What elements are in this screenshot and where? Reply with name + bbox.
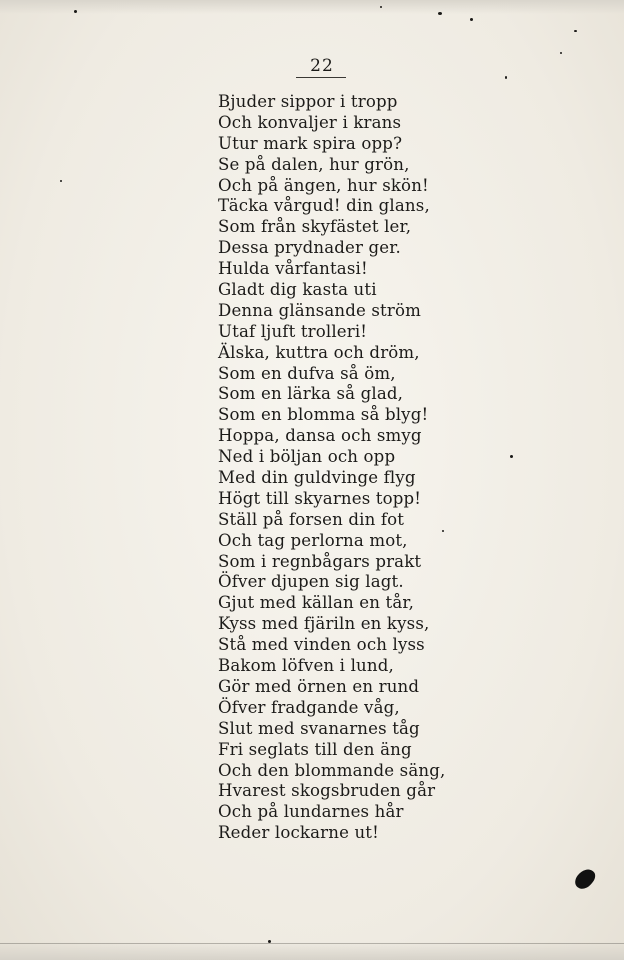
poem-line: Hvarest skogsbruden går — [218, 781, 436, 801]
poem-line: Och på ängen, hur skön! — [218, 175, 429, 195]
poem-line: Och på lundarnes hår — [218, 802, 404, 822]
poem-line: Fri seglats till den äng — [218, 739, 412, 759]
scan-speck — [442, 530, 444, 532]
poem-line: Slut med svanarnes tåg — [218, 718, 420, 738]
scan-speck — [60, 180, 62, 182]
scan-speck — [574, 30, 577, 32]
poem-line: Bakom löfven i lund, — [218, 656, 394, 676]
scan-speck — [74, 10, 77, 13]
poem-line: Reder lockarne ut! — [218, 823, 379, 843]
poem-line: Ställ på forsen din fot — [218, 509, 405, 529]
poem-line: Hulda vårfantasi! — [218, 259, 368, 279]
poem-line: Kyss med fjäriln en kyss, — [218, 614, 430, 634]
scan-speck — [438, 12, 442, 15]
poem-line: Ned i böljan och opp — [218, 447, 396, 467]
poem-line: Utaf ljuft trolleri! — [218, 321, 368, 341]
poem-line: Som en blomma så blyg! — [218, 405, 429, 425]
poem-text — [218, 92, 445, 844]
poem-line: Gjut med källan en tår, — [218, 593, 415, 613]
scan-speck — [510, 455, 513, 458]
poem-line: Med din guldvinge flyg — [218, 468, 416, 488]
poem-line: Öfver djupen sig lagt. — [218, 572, 404, 592]
poem-line: Som en dufva så öm, — [218, 363, 396, 383]
poem-line: Dessa prydnader ger. — [218, 238, 401, 258]
poem-line: Stå med vinden och lyss — [218, 635, 425, 655]
poem-line: Högt till skyarnes topp! — [218, 488, 422, 508]
poem-line: Denna glänsande ström — [218, 300, 421, 320]
poem-line: Öfver fradgande våg, — [218, 697, 400, 717]
page-bottom-edge — [0, 942, 624, 960]
poem-line: Som från skyfästet ler, — [218, 217, 412, 237]
scan-speck — [505, 76, 507, 79]
scan-speck — [560, 52, 562, 54]
scan-speck — [470, 18, 473, 21]
page-top-edge — [0, 0, 624, 14]
poem-line: Utur mark spira opp? — [218, 133, 403, 153]
poem-line: Och konvaljer i krans — [218, 112, 402, 132]
poem-line: Täcka vårgud! din glans, — [218, 196, 430, 216]
page-number: 22 — [310, 56, 334, 76]
ink-blot — [572, 865, 598, 892]
poem-line: Se på dalen, hur grön, — [218, 154, 410, 174]
poem-line: Hoppa, dansa och smyg — [218, 426, 422, 446]
poem-line: Som i regnbågars prakt — [218, 551, 422, 571]
page-number-rule — [296, 77, 346, 78]
poem-line: Och tag perlorna mot, — [218, 530, 408, 550]
poem-line: Gör med örnen en rund — [218, 676, 420, 696]
poem-line: Älska, kuttra och dröm, — [218, 342, 420, 362]
poem-line: Gladt dig kasta uti — [218, 280, 377, 300]
poem-line: Bjuder sippor i tropp — [218, 92, 398, 111]
poem-line: Som en lärka så glad, — [218, 384, 404, 404]
poem-line: Och den blommande säng, — [218, 760, 446, 780]
scan-speck — [380, 6, 382, 8]
